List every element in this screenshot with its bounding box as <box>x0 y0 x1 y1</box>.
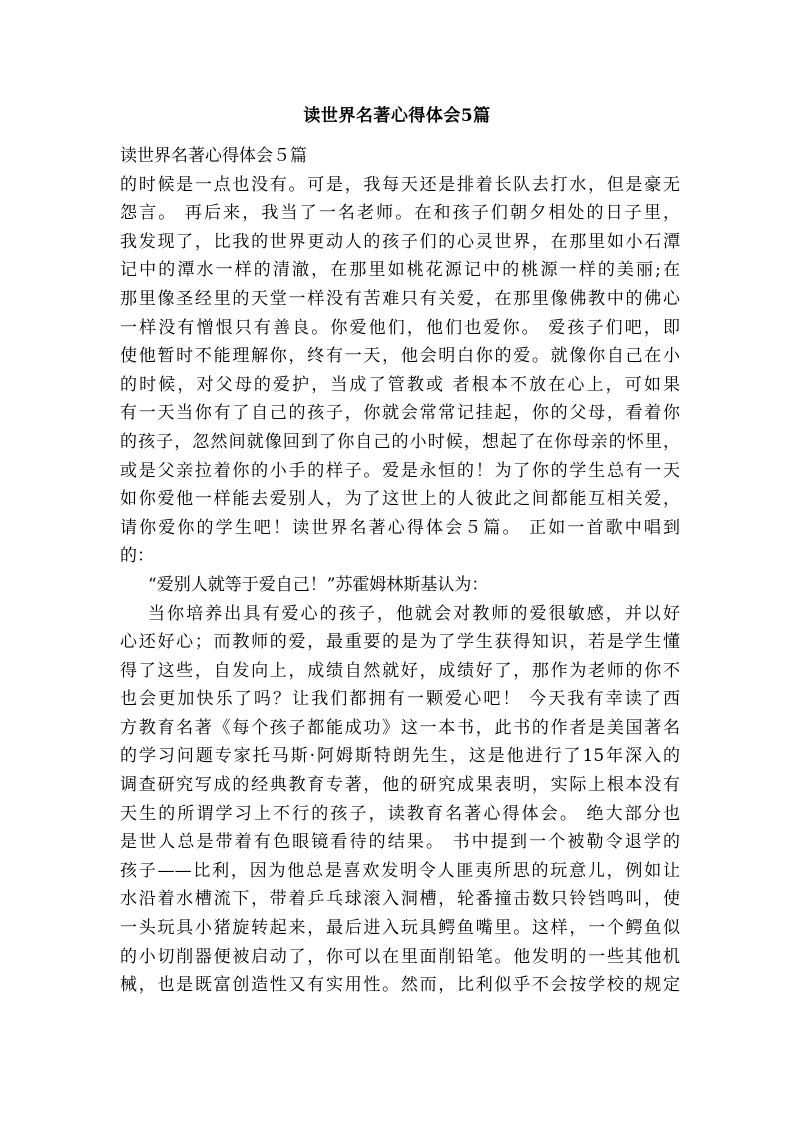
body-line: 请你爱你的学生吧！读世界名著心得体会５篇。 正如一首歌中唱到 <box>120 517 680 538</box>
body-line: 的时候，对父母的爱护，当成了管教或 者根本不放在心上，可如果 <box>120 374 680 395</box>
body-line: 有一天当你有了自己的孩子，你就会常常记挂起，你的父母，看着你 <box>120 403 680 424</box>
document-title: 读世界名著心得体会5篇 <box>303 106 491 126</box>
paragraph-start-line: 当你培养出具有爱心的孩子，他就会对教师的爱很敏感，并以好 <box>148 603 680 624</box>
body-line: 天生的所谓学习上不行的孩子，读教育名著心得体会。 绝大部分也 <box>120 803 680 824</box>
body-line: 怨言。 再后来，我当了一名老师。在和孩子们朝夕相处的日子里， <box>120 203 680 224</box>
body-line: 得了这些，自发向上，成绩自然就好，成绩好了，那作为老师的你不 <box>120 660 680 681</box>
quote-line: “爱别人就等于爱自己！”苏霍姆林斯基认为： <box>148 574 489 595</box>
body-line: 的学习问题专家托马斯·阿姆斯特朗先生，这是他进行了15年深入的 <box>120 746 680 767</box>
body-line: 孩子——比利，因为他总是喜欢发明令人匪夷所思的玩意儿，例如让 <box>120 860 680 881</box>
body-line: 械，也是既富创造性又有实用性。然而，比利似乎不会按学校的规定 <box>120 975 680 996</box>
body-line: 调查研究写成的经典教育专著，他的研究成果表明，实际上根本没有 <box>120 775 680 796</box>
body-line: 的孩子，忽然间就像回到了你自己的小时候，想起了在你母亲的怀里， <box>120 431 680 452</box>
body-line: 记中的潭水一样的清澈，在那里如桃花源记中的桃源一样的美丽;在 <box>120 260 680 281</box>
body-line: 的： <box>120 546 154 567</box>
body-line: 一头玩具小猪旋转起来，最后进入玩具鳄鱼嘴里。这样，一个鳄鱼似 <box>120 918 680 939</box>
body-line: 也会更加快乐了吗？让我们都拥有一颗爱心吧！ 今天我有幸读了西 <box>120 689 680 710</box>
subtitle-line: 读世界名著心得体会５篇 <box>120 146 307 166</box>
body-line: 心还好心；而教师的爱，最重要的是为了学生获得知识，若是学生懂 <box>120 632 680 653</box>
body-line: 使他暂时不能理解你，终有一天，他会明白你的爱。就像你自己在小 <box>120 346 680 367</box>
body-line: 水沿着水槽流下，带着乒乓球滚入洞槽，轮番撞击数只铃铛鸣叫，使 <box>120 889 680 910</box>
body-line: 一样没有憎恨只有善良。你爱他们，他们也爱你。 爱孩子们吧，即 <box>120 317 680 338</box>
body-line: 的小切削器便被启动了，你可以在里面削铅笔。他发明的一些其他机 <box>120 946 680 967</box>
body-line: 或是父亲拉着你的小手的样子。爱是永恒的！为了你的学生总有一天 <box>120 460 680 481</box>
body-line: 的时候是一点也没有。可是，我每天还是排着长队去打水，但是豪无 <box>120 174 680 195</box>
body-line: 如你爱他一样能去爱别人，为了这世上的人彼此之间都能互相关爱， <box>120 489 680 510</box>
body-line: 方教育名著《每个孩子都能成功》这一本书，此书的作者是美国著名 <box>120 717 680 738</box>
body-line: 我发现了，比我的世界更动人的孩子们的心灵世界，在那里如小石潭 <box>120 231 680 252</box>
document-body <box>120 142 680 1000</box>
body-line: 那里像圣经里的天堂一样没有苦难只有关爱，在那里像佛教中的佛心 <box>120 288 680 309</box>
body-line: 是世人总是带着有色眼镜看待的结果。 书中提到一个被勒令退学的 <box>120 832 680 853</box>
